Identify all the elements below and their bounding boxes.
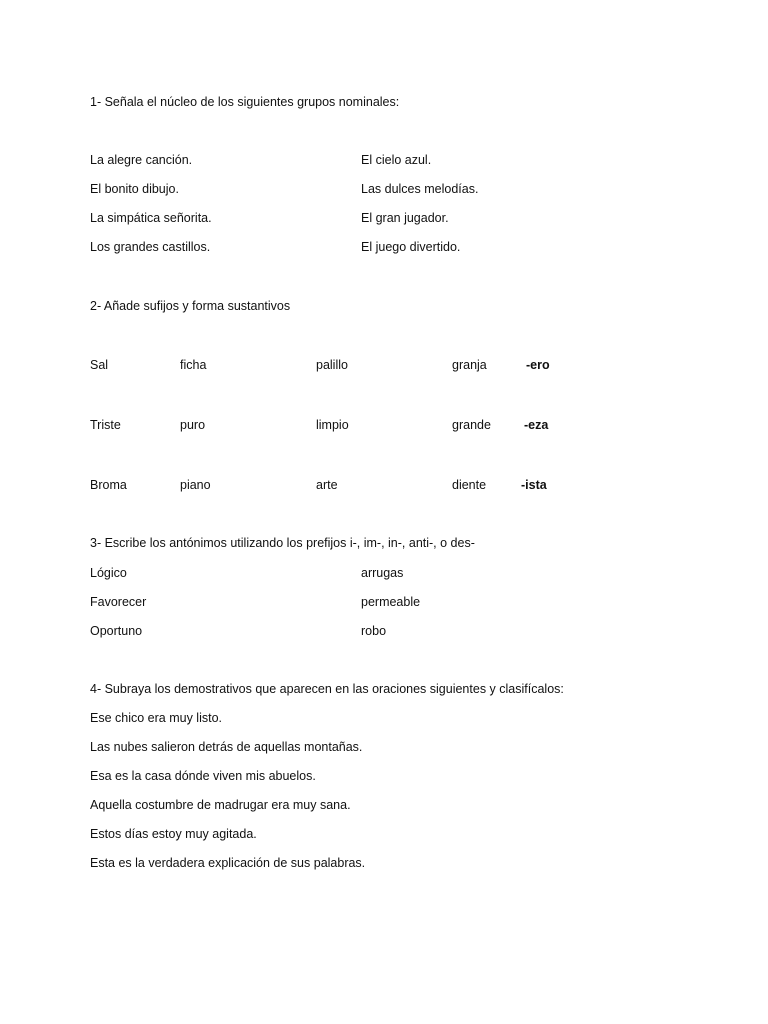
- ex3-left-item: Favorecer: [90, 595, 147, 609]
- ex1-right-item: Las dulces melodías.: [361, 182, 479, 196]
- ex2-suffix: -ista: [521, 478, 547, 492]
- ex2-suffix: -ero: [526, 358, 550, 372]
- ex1-left-item: La simpática señorita.: [90, 211, 212, 225]
- ex2-word: puro: [180, 418, 206, 432]
- exercise-4-title: 4- Subraya los demostrativos que aparecen en las oraciones siguientes y clasifícalos:: [90, 682, 564, 696]
- ex4-sentence: Esta es la verdadera explicación de sus palabras.: [90, 856, 366, 870]
- ex2-word: Triste: [90, 418, 121, 432]
- ex4-sentence: Aquella costumbre de madrugar era muy sana.: [90, 798, 351, 812]
- ex2-word: grande: [452, 418, 491, 432]
- ex2-suffix: -eza: [524, 418, 549, 432]
- ex1-left-item: La alegre canción.: [90, 153, 193, 167]
- ex3-left-item: Lógico: [90, 566, 127, 580]
- ex1-left-item: El bonito dibujo.: [90, 182, 179, 196]
- ex4-sentence: Estos días estoy muy agitada.: [90, 827, 257, 841]
- ex3-right-item: arrugas: [361, 566, 404, 580]
- ex2-word: piano: [180, 478, 211, 492]
- exercise-2-title: 2- Añade sufijos y forma sustantivos: [90, 299, 291, 313]
- ex2-word: diente: [452, 478, 487, 492]
- ex2-word: palillo: [316, 358, 348, 372]
- ex1-right-item: El gran jugador.: [361, 211, 449, 225]
- ex3-right-item: robo: [361, 624, 387, 638]
- ex2-word: granja: [452, 358, 487, 372]
- ex4-sentence: Las nubes salieron detrás de aquellas montañas.: [90, 740, 363, 754]
- ex2-word: arte: [316, 478, 338, 492]
- ex2-word: ficha: [180, 358, 207, 372]
- ex2-word: Broma: [90, 478, 127, 492]
- ex3-right-item: permeable: [361, 595, 421, 609]
- ex1-right-item: El juego divertido.: [361, 240, 461, 254]
- ex2-word: limpio: [316, 418, 349, 432]
- ex4-sentence: Ese chico era muy listo.: [90, 711, 222, 725]
- ex2-word: Sal: [90, 358, 109, 372]
- exercise-3-title: 3- Escribe los antónimos utilizando los prefijos i-, im-, in-, anti-, o des-: [90, 536, 475, 550]
- ex3-left-item: Oportuno: [90, 624, 143, 638]
- ex1-left-item: Los grandes castillos.: [90, 240, 211, 254]
- exercise-1-title: 1- Señala el núcleo de los siguientes grupos nominales:: [90, 95, 400, 109]
- ex4-sentence: Esa es la casa dónde viven mis abuelos.: [90, 769, 316, 783]
- ex1-right-item: El cielo azul.: [361, 153, 432, 167]
